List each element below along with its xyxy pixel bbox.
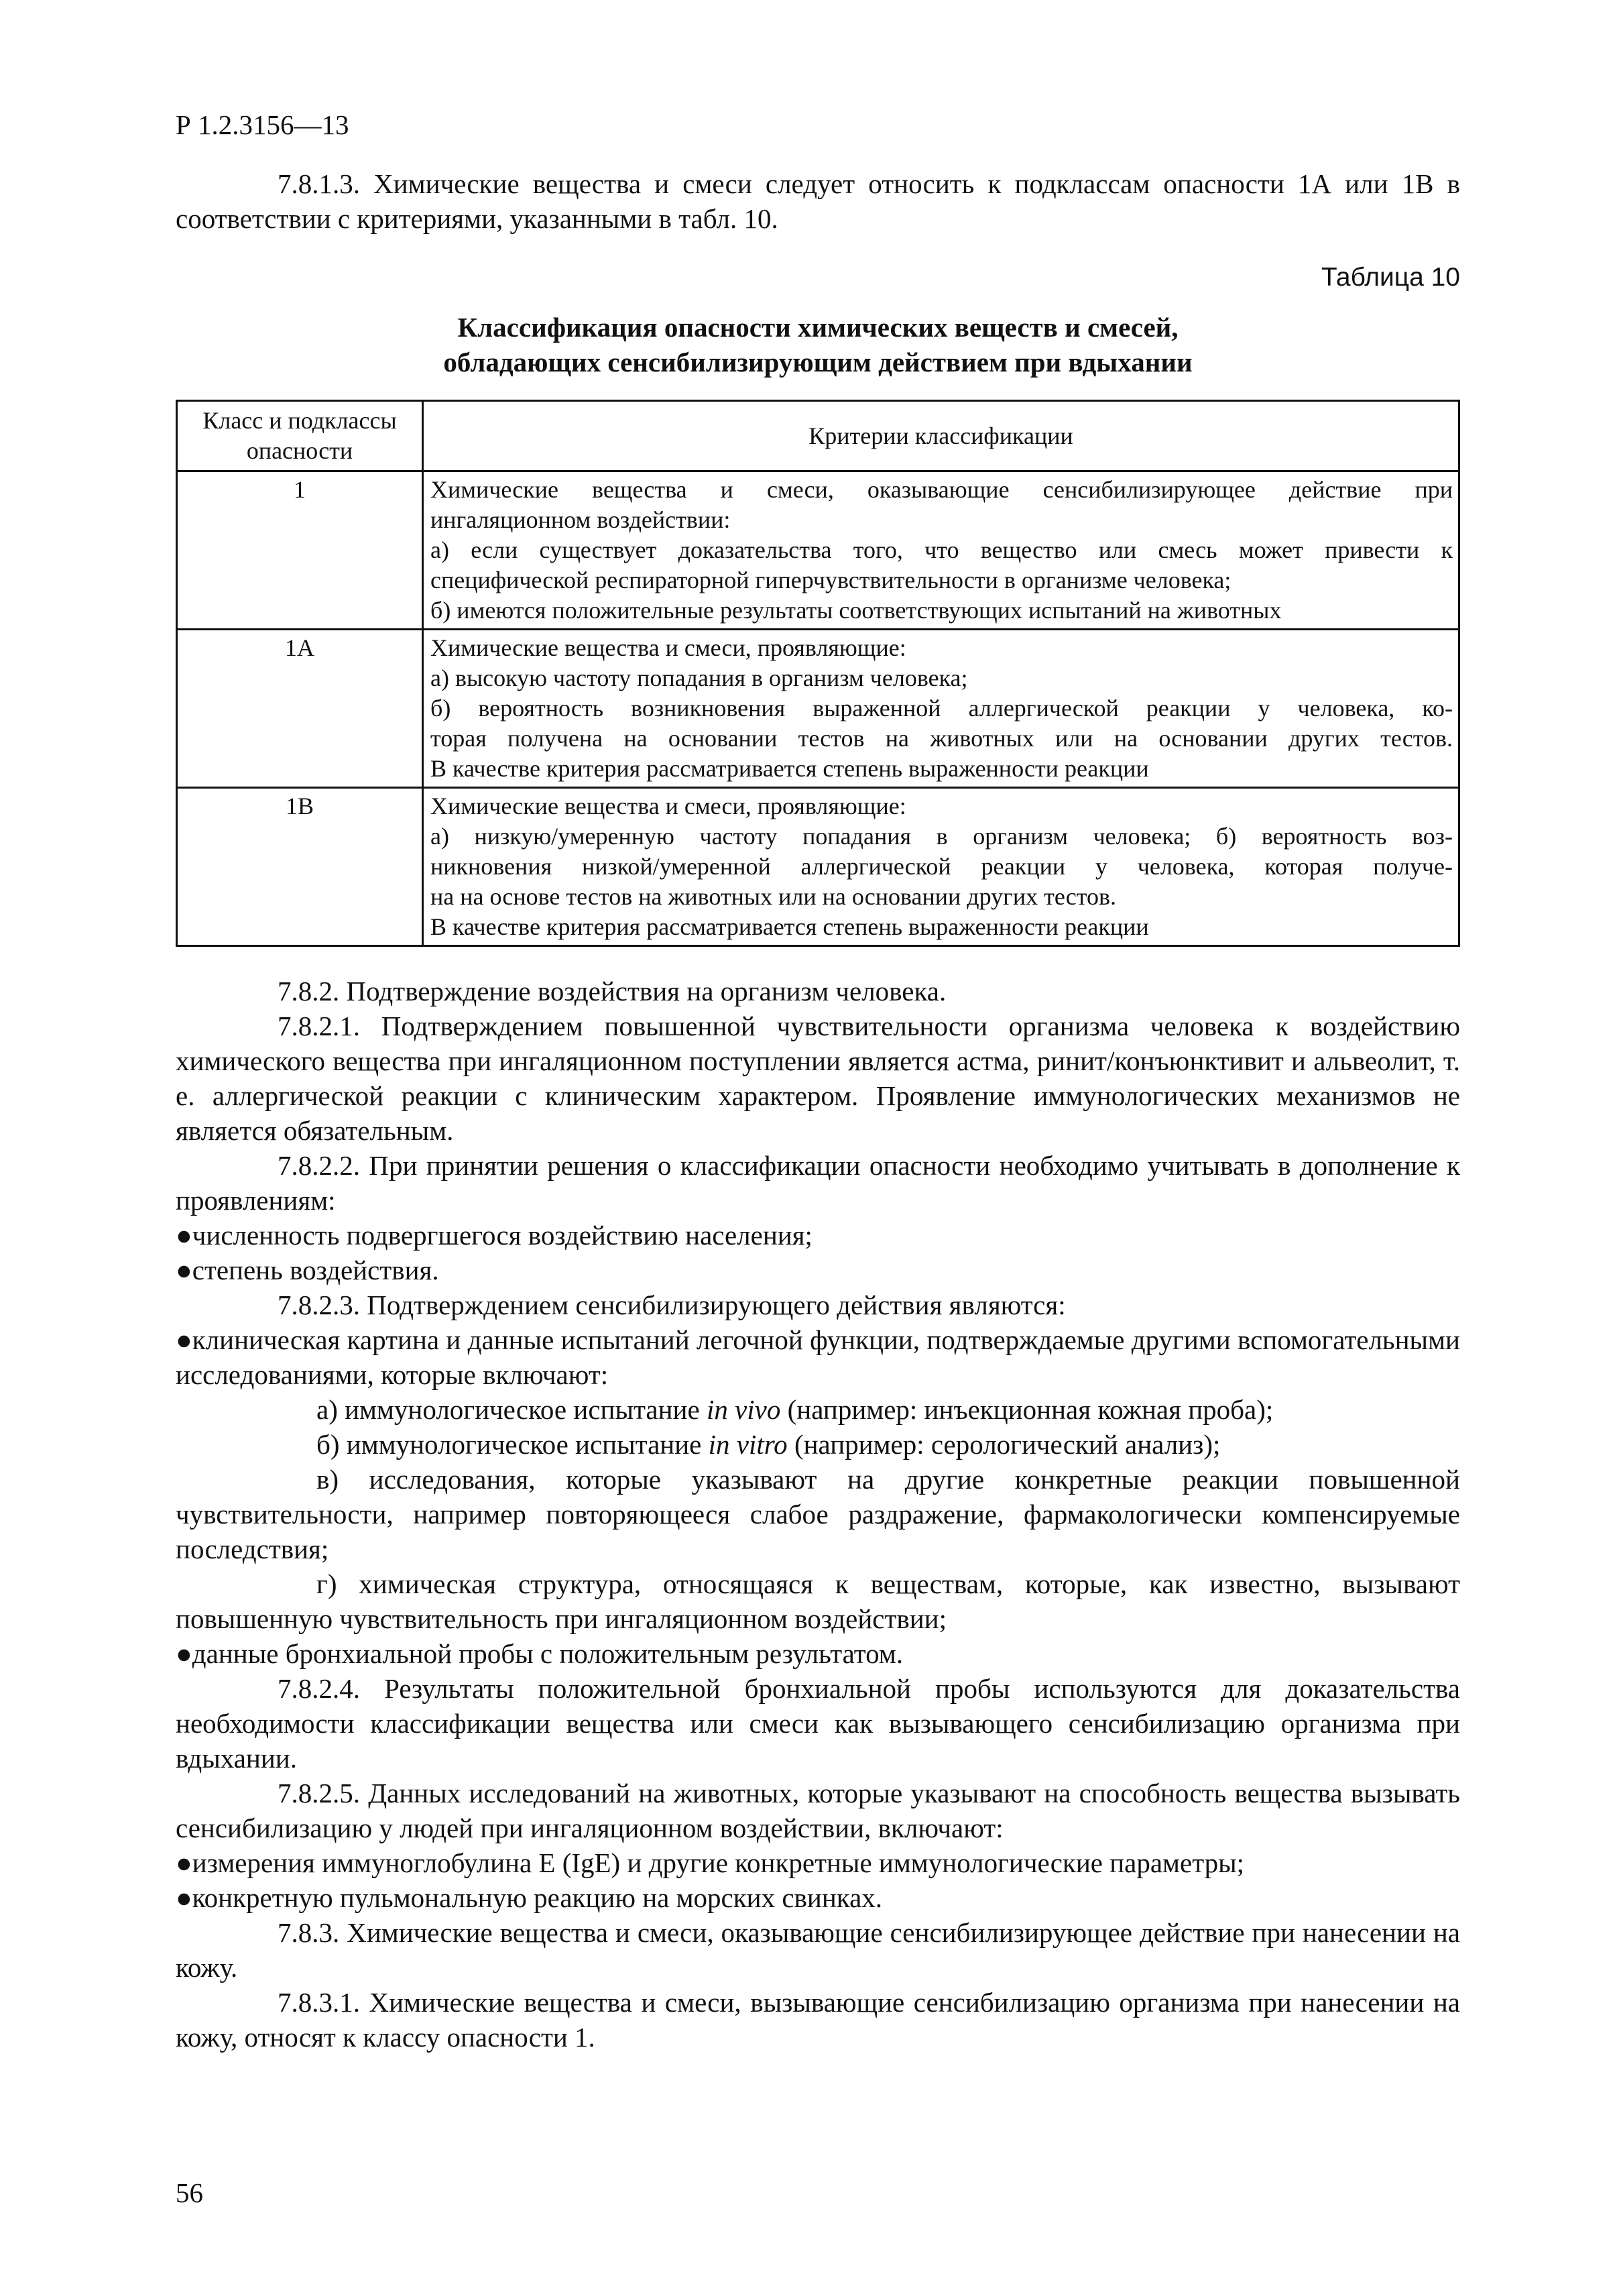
criteria-line: Химические вещества и смеси, оказывающие сенсибилизирующее действие при bbox=[430, 476, 1453, 503]
table-label: Таблица 10 bbox=[1321, 263, 1460, 292]
class-cell: 1 bbox=[177, 471, 423, 630]
page-content bbox=[176, 166, 1460, 2055]
paragraph-7-8-2-1: 7.8.2.1. Подтверждением повышенной чувствительности организма человека к воздействию химического вещества при ингаляционном поступлении является астма, ринит/конъюнктивит и альвеолит, т. е. аллергической реакции с клиническим характером. Проявление иммунологических механизмов не является обязательным. bbox=[176, 1011, 1460, 1146]
criteria-line: торая получена на основании тестов на животных или на основании других тестов. bbox=[430, 725, 1453, 752]
criteria-line: В качестве критерия рассматривается степень выраженности реакции bbox=[430, 913, 1149, 940]
bullet-item: ●конкретную пульмональную реакцию на морских свинках. bbox=[176, 1882, 883, 1913]
table-header-row bbox=[177, 401, 1459, 471]
classification-table bbox=[176, 400, 1460, 947]
paragraph-7-8-2-5: 7.8.2.5. Данных исследований на животных, которые указывают на способность вещества вызывать сенсибилизацию у людей при ингаляционном воздействии, включают: bbox=[176, 1778, 1460, 1843]
bullet-icon: ● bbox=[176, 1638, 192, 1669]
criteria-line: В качестве критерия рассматривается степень выраженности реакции bbox=[430, 755, 1149, 782]
criteria-line: б) вероятность возникновения выраженной аллергической реакции у человека, ко- bbox=[430, 695, 1453, 722]
header-class: Класс и подклассы опасности bbox=[177, 401, 423, 471]
sub-item-a: а) иммунологическое испытание in vivo (например: инъекционная кожная проба); bbox=[316, 1394, 1274, 1425]
bullet-item: ●клиническая картина и данные испытаний легочной функции, подтверждаемые другими вспомогательными исследованиями, которые включают: bbox=[176, 1324, 1460, 1390]
bullet-item: ●измерения иммуноглобулина Е (IgE) и другие конкретные иммунологические параметры; bbox=[176, 1847, 1245, 1878]
paragraph-7-8-3-1: 7.8.3.1. Химические вещества и смеси, вызывающие сенсибилизацию организма при нанесении на кожу, относят к классу опасности 1. bbox=[176, 1987, 1460, 2053]
bullet-icon: ● bbox=[176, 1847, 192, 1878]
sub-item-c: в) исследования, которые указывают на другие конкретные реакции повышенной чувствительности, например повторяющееся слабое раздражение, фармакологически компенсируемые последствия; bbox=[176, 1464, 1460, 1564]
table-title-line-1: Классификация опасности химических веществ и смесей, bbox=[457, 312, 1179, 343]
criteria-line: Химические вещества и смеси, проявляющие: bbox=[430, 634, 906, 661]
table-row bbox=[177, 788, 1459, 946]
class-cell: 1В bbox=[177, 788, 423, 946]
paragraph-7-8-3: 7.8.3. Химические вещества и смеси, оказывающие сенсибилизирующее действие при нанесении на кожу. bbox=[176, 1917, 1460, 1983]
paragraph-7-8-2-3: 7.8.2.3. Подтверждением сенсибилизирующего действия являются: bbox=[278, 1289, 1066, 1320]
table-row bbox=[177, 471, 1459, 630]
criteria-line: специфической респираторной гиперчувствительности в организме человека; bbox=[430, 567, 1231, 593]
criteria-line: ингаляционном воздействии: bbox=[430, 506, 731, 533]
criteria-line: никновения низкой/умеренной аллергической реакции у человека, которая получе- bbox=[430, 853, 1453, 880]
document-code: Р 1.2.3156—13 bbox=[176, 109, 349, 140]
header-criteria: Критерии классификации bbox=[423, 401, 1459, 471]
criteria-cell bbox=[423, 788, 1459, 946]
table-title-line-2: обладающих сенсибилизирующим действием при вдыхании bbox=[443, 347, 1193, 378]
criteria-line: а) низкую/умеренную частоту попадания в организм человека; б) вероятность воз- bbox=[430, 823, 1453, 850]
criteria-cell bbox=[423, 630, 1459, 788]
bullet-icon: ● bbox=[176, 1324, 192, 1355]
table-title bbox=[176, 310, 1460, 380]
sub-item-b: б) иммунологическое испытание in vitro (например: серологический анализ); bbox=[316, 1429, 1221, 1460]
paragraph-7-8-2-4: 7.8.2.4. Результаты положительной бронхиальной пробы используются для доказательства необходимости классификации вещества или смеси как вызывающего сенсибилизацию организма при вдыхании. bbox=[176, 1673, 1460, 1774]
bullet-item: ●данные бронхиальной пробы с положительным результатом. bbox=[176, 1638, 904, 1669]
intro-paragraph: 7.8.1.3. Химические вещества и смеси следует относить к подклассам опасности 1А или 1В в соответствии с критериями, указанными в табл. 10. bbox=[176, 168, 1460, 234]
bullet-icon: ● bbox=[176, 1255, 192, 1285]
criteria-cell bbox=[423, 471, 1459, 630]
criteria-line: Химические вещества и смеси, проявляющие: bbox=[430, 793, 906, 819]
bullet-item: ●степень воздействия. bbox=[176, 1255, 439, 1285]
bullet-icon: ● bbox=[176, 1882, 192, 1913]
bullet-icon: ● bbox=[176, 1220, 192, 1251]
page-number: 56 bbox=[176, 2177, 203, 2208]
bullet-item: ●численность подвергшегося воздействию населения; bbox=[176, 1220, 813, 1251]
criteria-line: на на основе тестов на животных или на основании других тестов. bbox=[430, 883, 1116, 910]
paragraph-7-8-2: 7.8.2. Подтверждение воздействия на организм человека. bbox=[278, 976, 947, 1007]
criteria-line: б) имеются положительные результаты соответствующих испытаний на животных bbox=[430, 597, 1282, 624]
paragraph-7-8-2-2: 7.8.2.2. При принятии решения о классификации опасности необходимо учитывать в дополнение к проявлениям: bbox=[176, 1150, 1460, 1216]
class-cell: 1А bbox=[177, 630, 423, 788]
criteria-line: а) высокую частоту попадания в организм человека; bbox=[430, 665, 968, 691]
table-row bbox=[177, 630, 1459, 788]
sub-item-d: г) химическая структура, относящаяся к веществам, которые, как известно, вызывают повышенную чувствительность при ингаляционном воздействии; bbox=[176, 1568, 1460, 1634]
criteria-line: а) если существует доказательства того, что вещество или смесь может привести к bbox=[430, 536, 1453, 563]
